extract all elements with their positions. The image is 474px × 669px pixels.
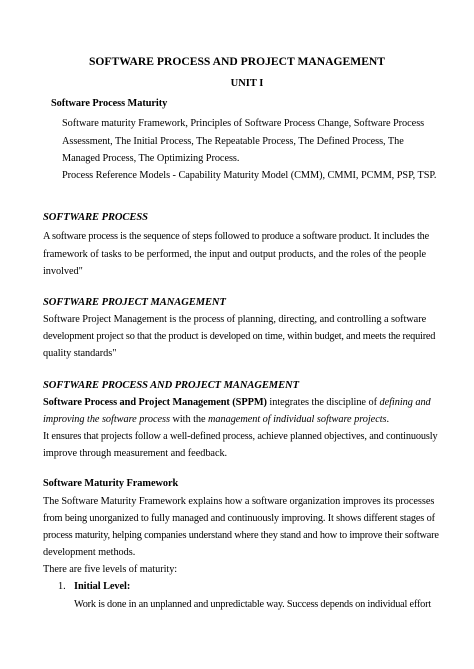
text-span: integrates the discipline of — [266, 397, 380, 408]
unit-label: UNIT I — [230, 78, 264, 89]
italic-span: defining and — [379, 397, 431, 408]
section-heading-sppm: SOFTWARE PROCESS AND PROJECT MANAGEMENT — [43, 380, 299, 391]
syllabus-line: Software maturity Framework, Principles of Software Process Change, Software Process — [62, 118, 425, 129]
paragraph-line: Work is done in an unplanned and unpredictable way. Success depends on individual effort — [74, 599, 432, 610]
document-title: SOFTWARE PROCESS AND PROJECT MANAGEMENT — [88, 55, 386, 68]
paragraph-line: development methods. — [43, 547, 136, 558]
paragraph-line: A software process is the sequence of steps followed to produce a software product. It includes the — [43, 231, 429, 242]
paragraph-line: improve through measurement and feedback. — [43, 448, 228, 459]
paragraph-line: Software Project Management is the process of planning, directing, and controlling a software — [43, 314, 427, 325]
syllabus-line: Process Reference Models - Capability Maturity Model (CMM), CMMI, PCMM, PSP, TSP. — [62, 170, 437, 181]
paragraph-line: involved" — [43, 266, 83, 277]
text-span: . — [386, 414, 390, 425]
text-span: with the — [169, 414, 209, 425]
italic-span: improving the software process — [43, 414, 170, 425]
paragraph-line: The Software Maturity Framework explains how a software organization improves its processes — [43, 496, 435, 507]
section-heading-maturity-framework: Software Maturity Framework — [43, 478, 179, 489]
paragraph-line: It ensures that projects follow a well-defined process, achieve planned objectives, and continuously — [43, 431, 438, 442]
italic-span: management of individual software projects — [208, 414, 387, 425]
paragraph-line: There are five levels of maturity: — [43, 564, 178, 575]
section-heading-software-project-management: SOFTWARE PROJECT MANAGEMENT — [43, 297, 226, 308]
syllabus-line: Assessment, The Initial Process, The Repeatable Process, The Defined Process, The — [62, 136, 404, 147]
paragraph-line — [43, 413, 389, 426]
paragraph-line: from being unorganized to fully managed and continuously improving. It shows different stages of — [43, 513, 435, 524]
paragraph-line: process maturity, helping companies understand where they stand and how to improve their software — [43, 530, 439, 541]
paragraph-line: framework of tasks to be performed, the input and output products, and the roles of the people — [43, 249, 427, 260]
paragraph-line: quality standards" — [43, 348, 117, 359]
syllabus-line: Managed Process, The Optimizing Process. — [62, 153, 240, 164]
paragraph-line — [43, 396, 431, 409]
spm-heading: Software Process Maturity — [51, 98, 168, 109]
paragraph-line: development project so that the product is developed on time, within budget, and meets the required — [43, 331, 436, 342]
list-number: 1. — [58, 581, 66, 592]
level-title: Initial Level: — [74, 581, 131, 592]
sppm-term: Software Process and Project Management (SPPM) — [43, 397, 267, 408]
section-heading-software-process: SOFTWARE PROCESS — [43, 212, 148, 223]
